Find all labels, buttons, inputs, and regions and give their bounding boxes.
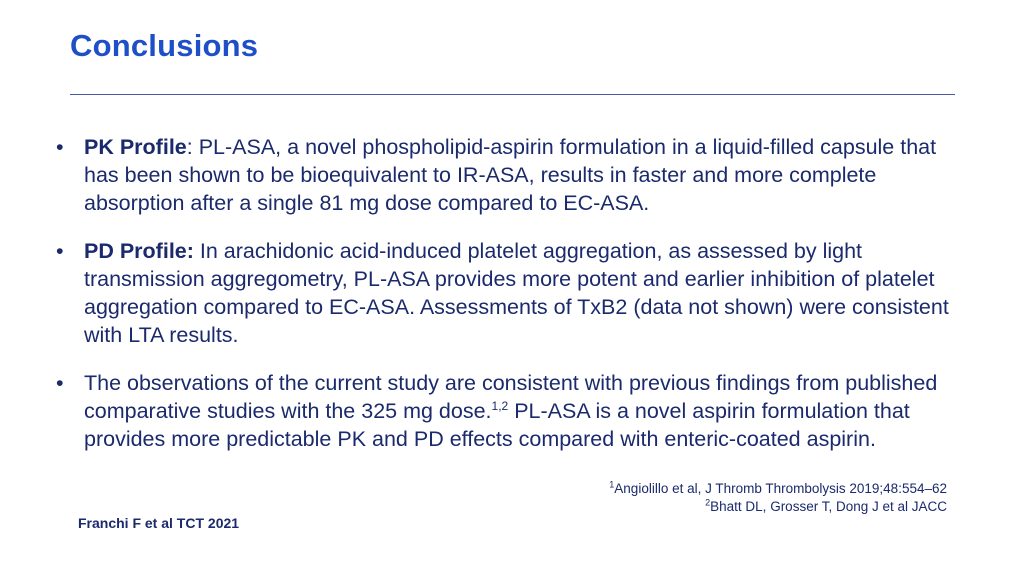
bullet-observations	[56, 369, 976, 453]
bullet-text-continued: PL-ASA is a novel aspirin formulation that provides more predictable PK and PD effects compared with enteric-coated aspirin.	[84, 399, 910, 451]
bullet-text: PL-ASA, a novel phospholipid-aspirin formulation in a liquid-filled capsule that has been shown to be bioequivalent to IR-ASA, results in faster and more complete absorption after a single 81 mg dose compared to EC-ASA.	[84, 135, 937, 215]
source-credit: Franchi F et al TCT 2021	[78, 515, 240, 531]
reference-item	[609, 480, 947, 498]
bullet-text: In arachidonic acid-induced platelet aggregation, as assessed by light transmission aggregometry, PL-ASA provides more potent and earlier inhibition of platelet aggregation compared to EC-ASA. Assessments of TxB2 (data not shown) were consistent with LTA results.	[84, 239, 949, 347]
title-divider	[70, 94, 955, 95]
bullet-pk-profile	[56, 133, 976, 217]
bullet-lead: PD Profile:	[84, 239, 194, 263]
reference-text: Bhatt DL, Grosser T, Dong J et al JACC	[710, 499, 947, 514]
bullet-marker: •	[56, 239, 64, 263]
bullet-separator: :	[186, 135, 193, 159]
reference-number: 2	[705, 497, 711, 508]
bullet-marker: •	[56, 371, 64, 395]
slide-title: Conclusions	[70, 28, 259, 63]
bullet-marker: •	[56, 135, 64, 159]
bullet-text: The observations of the current study are consistent with previous findings from published comparative studies with the 325 mg dose.	[84, 371, 938, 423]
reference-text: Angiolillo et al, J Thromb Thrombolysis 2019;48:554–62	[614, 481, 947, 496]
citation-superscript: 1,2	[491, 398, 509, 413]
bullet-lead: PK Profile	[84, 135, 187, 159]
reference-item	[609, 498, 947, 516]
bullet-pd-profile	[56, 237, 976, 349]
conclusions-list	[56, 133, 976, 453]
reference-number: 1	[609, 479, 615, 490]
references	[609, 480, 947, 516]
